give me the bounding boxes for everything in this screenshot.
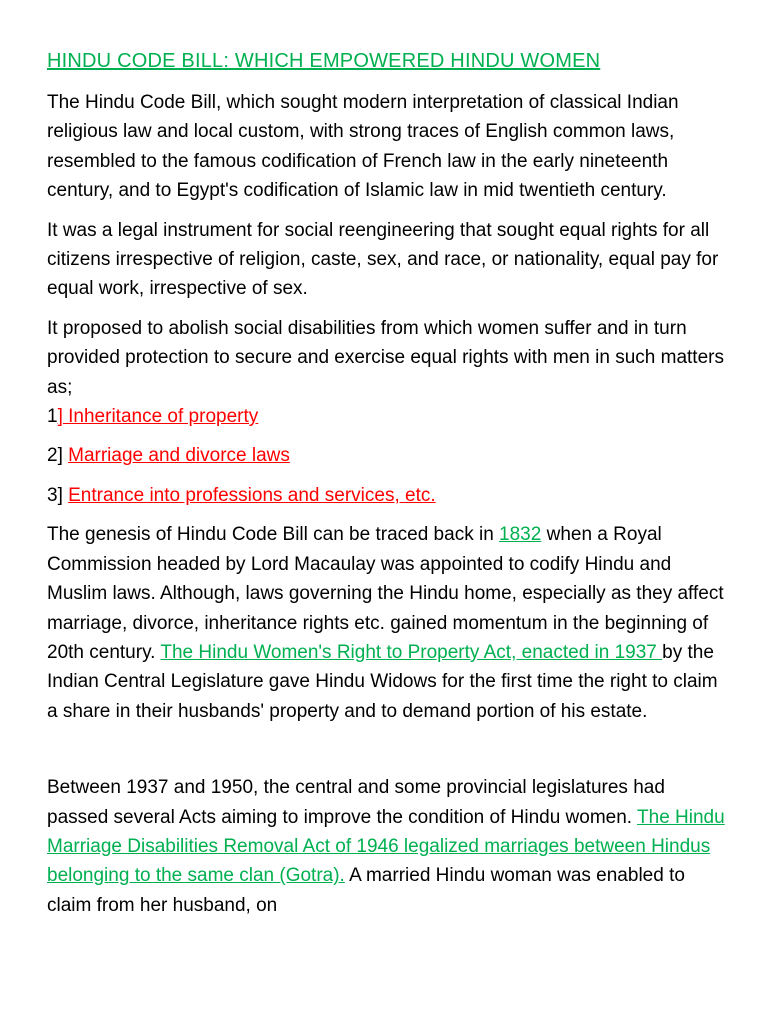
document-title: HINDU CODE BILL: WHICH EMPOWERED HINDU WOMEN xyxy=(47,50,601,72)
list-number: 1 xyxy=(47,406,58,428)
paragraph-acts-1937-1950 xyxy=(47,773,728,920)
paragraph-intro: The Hindu Code Bill, which sought modern interpretation of classical Indian religious law and local custom, with strong traces of English common laws, resembled to the famous codification of French law in the early nineteenth century, and to Egypt's codification of Islamic law in mid twentieth century. xyxy=(47,92,679,202)
acts-text-1: Between 1937 and 1950, the central and some provincial legislatures had passed several Acts aiming to improve the condition of Hindu women. xyxy=(47,777,665,828)
paragraph-legal-instrument: It was a legal instrument for social reengineering that sought equal rights for all citizens irrespective of religion, caste, sex, and race, or nationality, equal pay for equal work, irrespective of sex. xyxy=(47,219,719,300)
link-year-1832[interactable]: 1832 xyxy=(499,524,542,546)
link-inheritance-of-property[interactable]: ] Inheritance of property xyxy=(57,406,259,428)
paragraph-matters xyxy=(47,314,728,510)
link-marriage-and-divorce-laws[interactable]: Marriage and divorce laws xyxy=(68,445,290,467)
genesis-text-1: The genesis of Hindu Code Bill can be traced back in xyxy=(47,524,500,546)
link-hindu-womens-property-act[interactable]: The Hindu Women's Right to Property Act, enacted in 1937 xyxy=(160,641,663,663)
matters-intro-text: It proposed to abolish social disabilities from which women suffer and in turn provided protection to secure and exercise equal rights with men in such matters as; xyxy=(47,317,724,398)
list-number: 3] xyxy=(47,484,69,506)
paragraph-genesis xyxy=(47,520,728,726)
acts-text-2: A married Hindu woman was enabled to claim from her husband, on xyxy=(47,865,685,916)
link-marriage-disabilities-removal-act[interactable]: The Hindu Marriage Disabilities Removal Act of 1946 legalized marriages between Hindus belonging to the same clan (Gotra). xyxy=(47,806,725,887)
list-number: 2] xyxy=(47,445,69,467)
link-entrance-into-professions[interactable]: Entrance into professions and services, etc. xyxy=(68,484,436,506)
list-item-inheritance xyxy=(47,402,728,431)
genesis-text-3: by the Indian Central Legislature gave Hindu Widows for the first time the right to claim a share in their husbands' property and to demand portion of his estate. xyxy=(47,641,718,722)
list-item-professions xyxy=(47,481,728,510)
list-item-marriage xyxy=(47,441,728,470)
genesis-text-2: when a Royal Commission headed by Lord Macaulay was appointed to codify Hindu and Muslim laws. Although, laws governing the Hindu home, especially as they affect marriage, divorce, inheritance rights etc. gained momentum in the beginning of 20th century. xyxy=(47,524,724,663)
